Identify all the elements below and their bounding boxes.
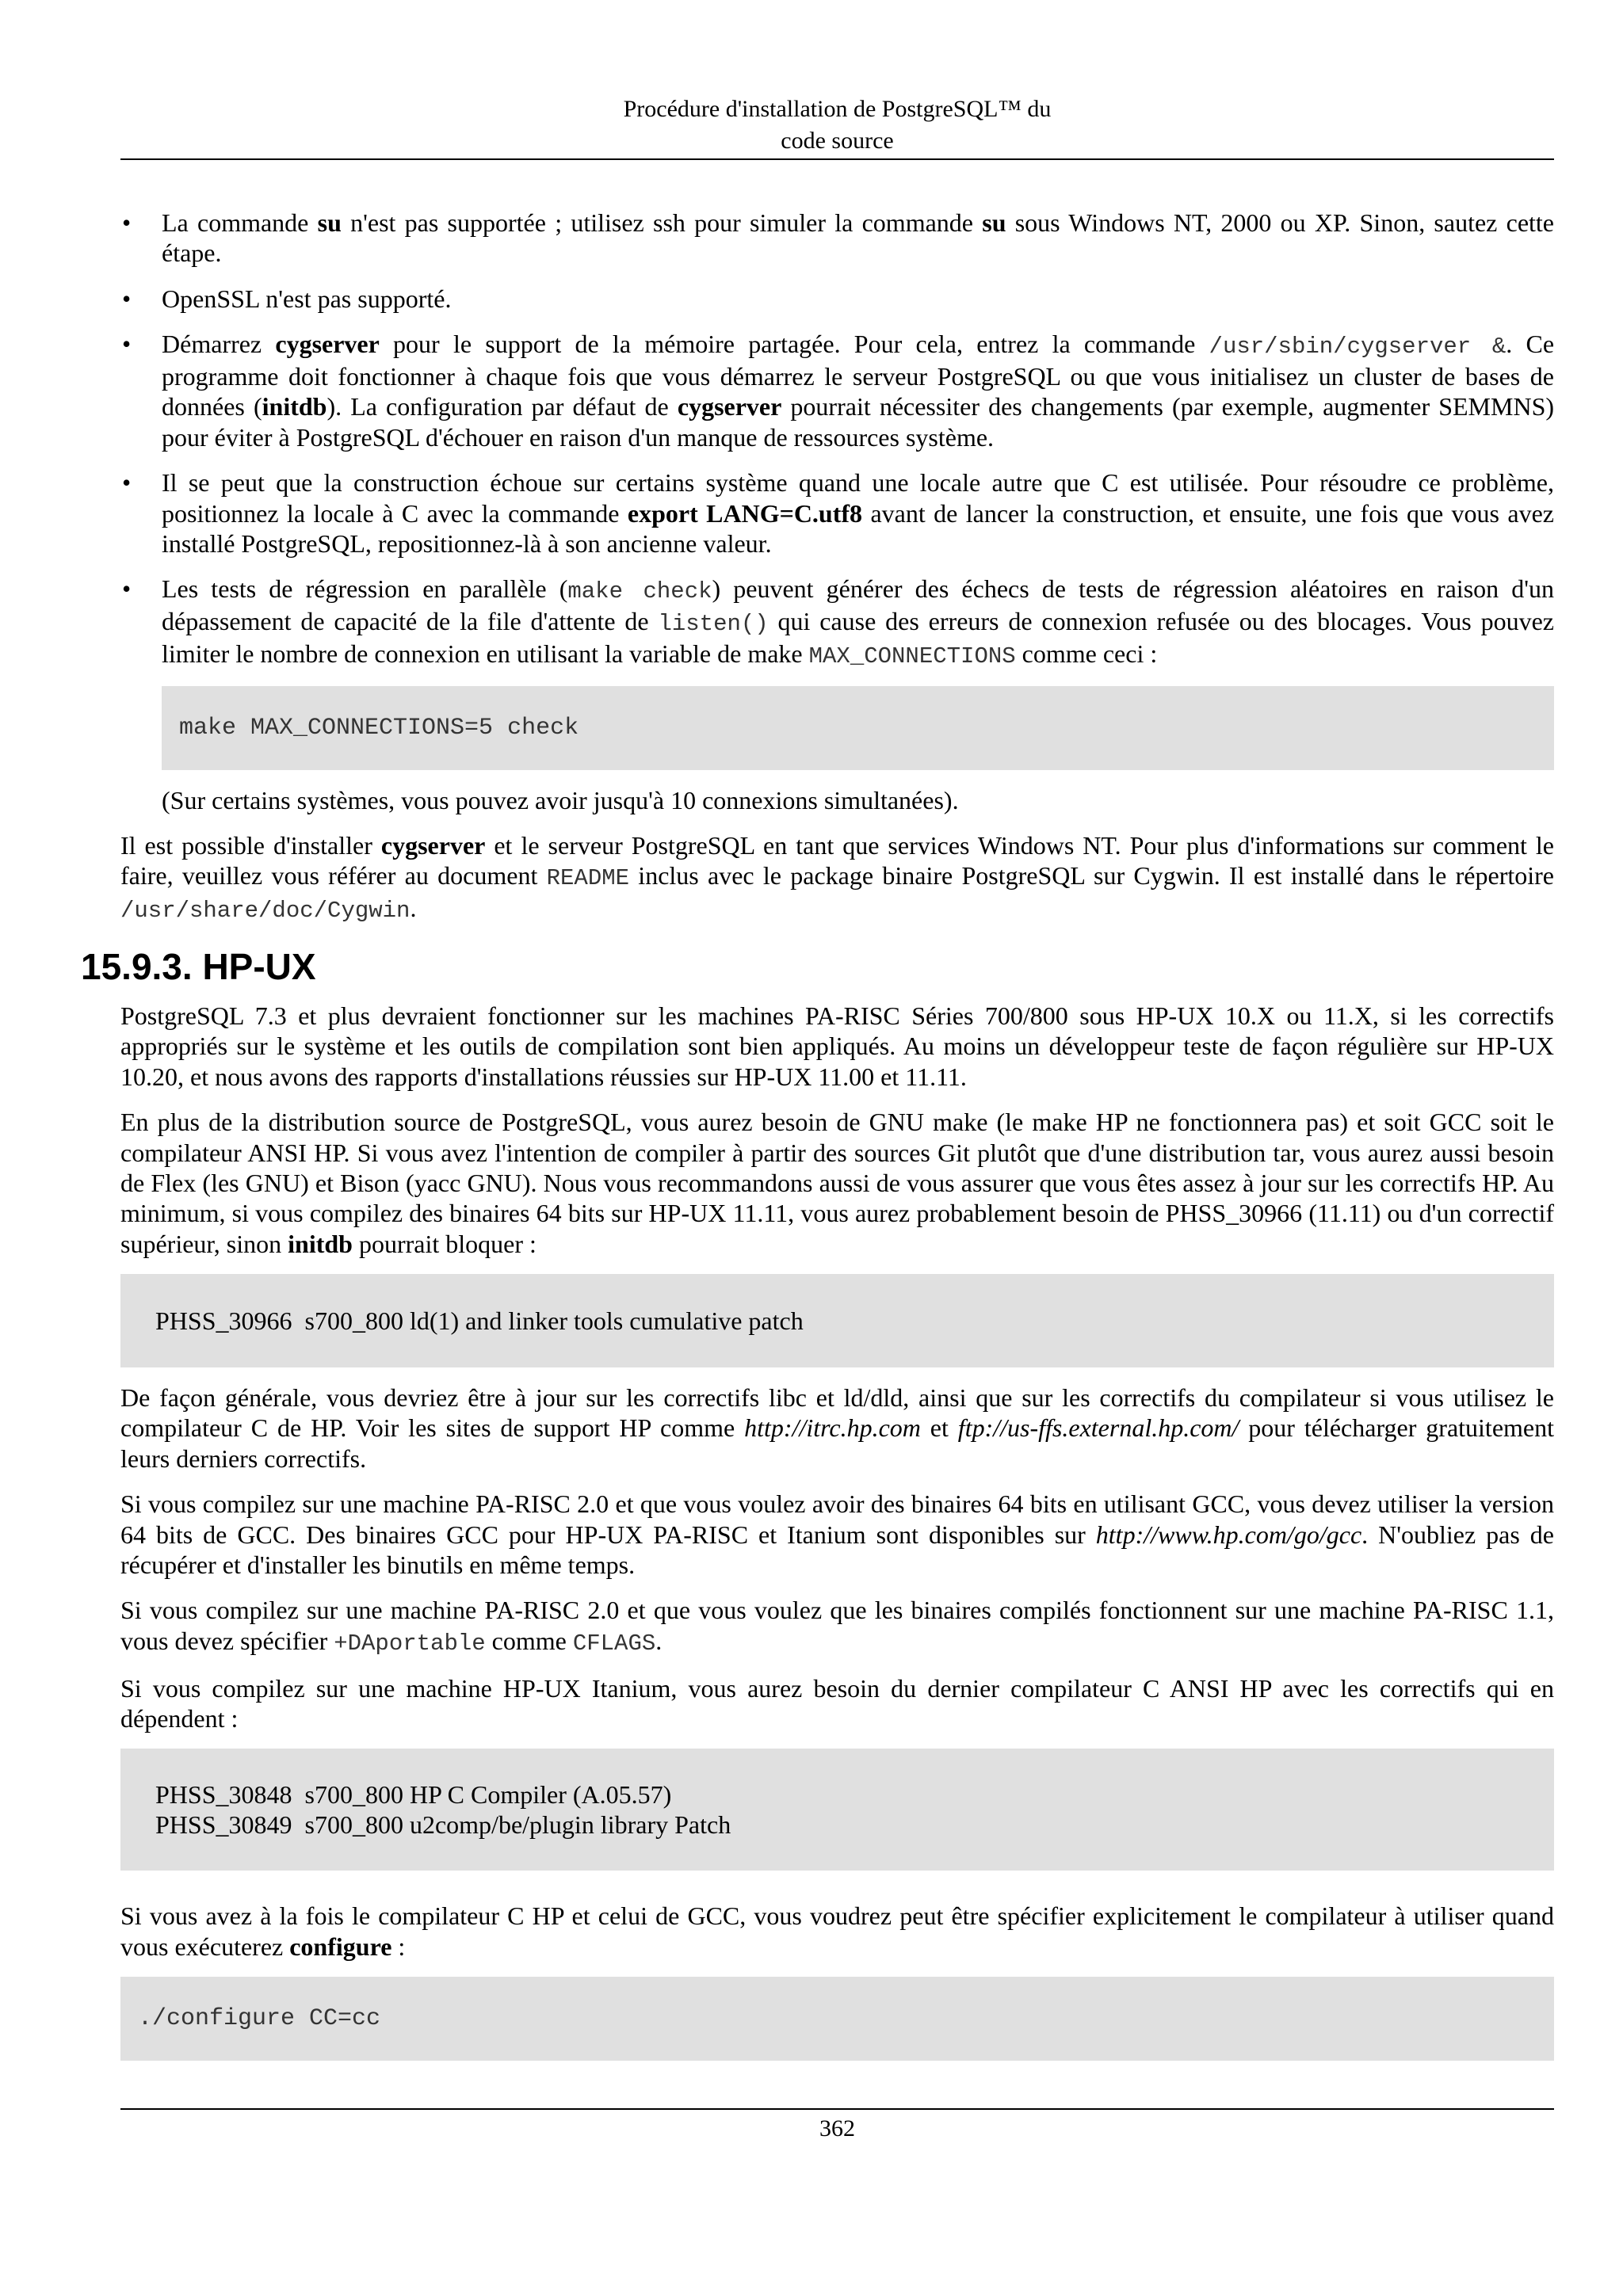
- header-title-line2: code source: [781, 128, 894, 154]
- bullet-text: Les tests de régression en parallèle (make check) peuvent générer des échecs de tests de régression aléatoires en raison d'un dépassement de capacité de la file d'attente de listen() qui cause des erreurs de connexion refusée ou des blocages. Vous pouvez limiter le nombre de connexion en utilisant la variable de make MAX_CONNECTIONS comme ceci :: [162, 574, 1555, 669]
- code-block-make-check: make MAX_CONNECTIONS=5 check: [162, 686, 1554, 770]
- paragraph-hpux-intro: PostgreSQL 7.3 et plus devraient fonctionner sur les machines PA-RISC Séries 700/800 sous HP-UX 10.X ou 11.X, si les correctifs appropriés sur le système et les outils de compilation sont bien appliqués. Au moins un développeur teste de façon régulière sur HP-UX 10.20, et nous avons des rapports d'installations réussies sur HP-UX 11.00 et 11.11.: [120, 1001, 1554, 1091]
- bullet-icon: •: [122, 330, 132, 359]
- bullet-icon: •: [122, 468, 132, 498]
- page-footer: [120, 2108, 1554, 2143]
- bullet-icon: •: [122, 574, 132, 604]
- bullet-text: Démarrez cygserver pour le support de la mémoire partagée. Pour cela, entrez la commande /usr/sbin/cygserver &. Ce programme doit fonctionner à chaque fois que vous démarrez le serveur PostgreSQL ou que vous initialisez un cluster de bases de données (initdb). La configuration par défaut de cygserver pourrait nécessiter des changements (par exemple, augmenter SEMMNS) pour éviter à PostgreSQL d'échouer en raison d'un manque de ressources système.: [162, 330, 1555, 452]
- list-item: [120, 284, 1554, 314]
- paragraph-hpux-patches: De façon générale, vous devriez être à jour sur les correctifs libc et ld/dld, ainsi que sur les correctifs du compilateur si vous utilisez le compilateur C de HP. Voir les sites de support HP comme http://itrc.hp.com et ftp://us-ffs.external.hp.com/ pour télécharger gratuitement leurs derniers correctifs.: [120, 1383, 1555, 1473]
- patch-block-compiler: [120, 1749, 1554, 1871]
- bullet-text: La commande su n'est pas supportée ; utilisez ssh pour simuler la commande su sous Windows NT, 2000 ou XP. Sinon, sautez cette étape.: [162, 208, 1555, 268]
- section-heading: 15.9.3. HP-UX: [81, 946, 316, 988]
- paragraph-hpux-daportable: Si vous compilez sur une machine PA-RISC 2.0 et que vous voulez que les binaires compilés fonctionnent sur une machine PA-RISC 1.1, vous devez spécifier +DAportable comme CFLAGS.: [120, 1596, 1554, 1657]
- list-item: [120, 467, 1554, 559]
- paragraph-cygserver-service: Il est possible d'installer cygserver et le serveur PostgreSQL en tant que services Windows NT. Pour plus d'informations sur comment le faire, veuillez vous référer au document README inclus avec le package binaire PostgreSQL sur Cygwin. Il est installé dans le répertoire /usr/share/doc/Cygwin.: [120, 831, 1555, 925]
- bullet-text: Il se peut que la construction échoue sur certains système quand une locale autre que C est utilisée. Pour résoudre ce problème, positionnez la locale à C avec la commande export LANG=C.utf8 avant de lancer la construction, et ensuite, une fois que vous avez installé PostgreSQL, repositionnez-là à son ancienne valeur.: [162, 468, 1555, 558]
- page-content: [81, 208, 1555, 2076]
- page-header: [120, 93, 1554, 160]
- page-number: 362: [819, 2115, 855, 2142]
- patch-line: PHSS_30848 s700_800 HP C Compiler (A.05.57): [155, 1780, 672, 1810]
- bullet-list: [120, 208, 1554, 815]
- header-title-line1: Procédure d'installation de PostgreSQL™ du: [623, 96, 1052, 122]
- list-item: [120, 208, 1554, 269]
- bullet-text: OpenSSL n'est pas supporté.: [162, 284, 452, 313]
- paragraph-hpux-requirements: En plus de la distribution source de PostgreSQL, vous aurez besoin de GNU make (le make HP ne fonctionnera pas) et soit GCC soit le compilateur ANSI HP. Si vous avez l'intention de compiler à partir des sources Git plutôt que d'une distribution tar, vous aurez aussi besoin de Flex (les GNU) et Bison (yacc GNU). Nous vous recommandons aussi de vous assurer que vous êtes assez à jour sur les correctifs HP. Au minimum, si vous compilez des binaires 64 bits sur HP-UX 11.11, vous aurez probablement besoin de PHSS_30966 (11.11) ou d'un correctif supérieur, sinon initdb pourrait bloquer :: [120, 1108, 1554, 1258]
- patch-line: PHSS_30849 s700_800 u2comp/be/plugin library Patch: [155, 1810, 731, 1840]
- list-item: [120, 329, 1554, 452]
- bullet-icon: •: [122, 284, 132, 313]
- code-block-configure: ./configure CC=cc: [120, 1977, 1554, 2061]
- paragraph-hpux-itanium: Si vous compilez sur une machine HP-UX Itanium, vous aurez besoin du dernier compilateur C ANSI HP avec les correctifs qui en dépendent :: [120, 1673, 1554, 1733]
- paragraph-hpux-gcc64: Si vous compilez sur une machine PA-RISC 2.0 et que vous voulez avoir des binaires 64 bits en utilisant GCC, vous devez utiliser la version 64 bits de GCC. Des binaires GCC pour HP-UX PA-RISC et Itanium sont disponibles sur http://www.hp.com/go/gcc. N'oubliez pas de récupérer et d'installer les binutils en même temps.: [120, 1489, 1555, 1580]
- paragraph-hpux-configure: Si vous avez à la fois le compilateur C HP et celui de GCC, vous voudrez peut être spécifier explicitement le compilateur à utiliser quand vous exécuterez configure :: [120, 1901, 1554, 1961]
- bullet-icon: •: [122, 208, 132, 237]
- bullet-note: (Sur certains systèmes, vous pouvez avoir jusqu'à 10 connexions simultanées).: [162, 785, 959, 814]
- list-item: [120, 574, 1554, 815]
- patch-block-linker: PHSS_30966 s700_800 ld(1) and linker tools cumulative patch: [120, 1274, 1554, 1367]
